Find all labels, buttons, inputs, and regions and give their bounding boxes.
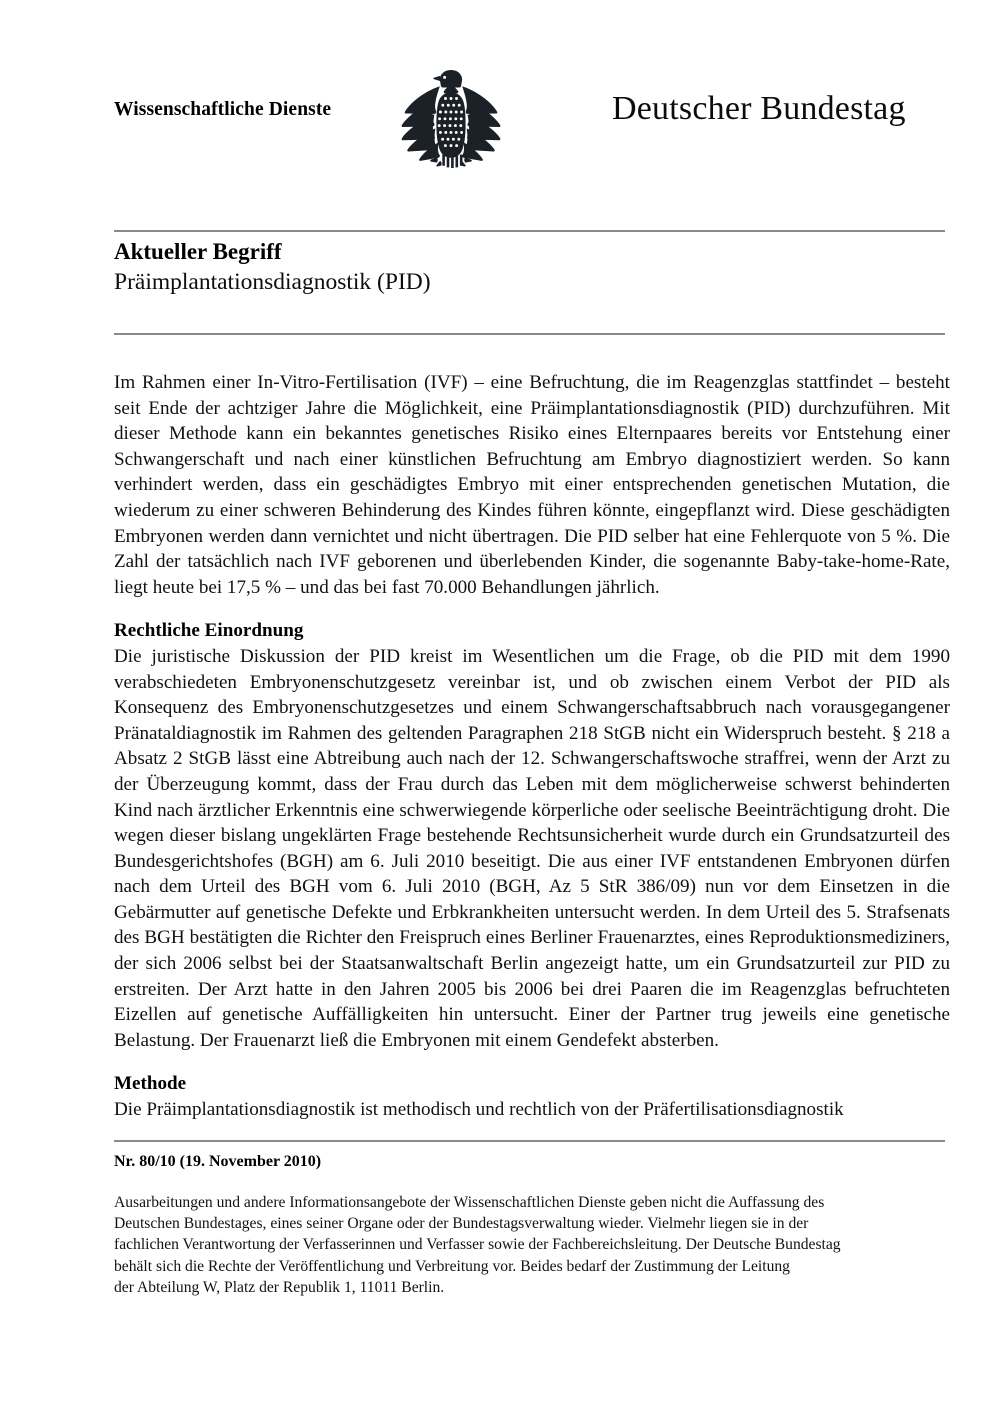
section-heading-methode: Methode — [114, 1073, 187, 1095]
divider-below-title — [114, 333, 945, 335]
page-title: Präimplantationsdiagnostik (PID) — [114, 269, 431, 295]
divider-above-footer — [114, 1140, 945, 1142]
wissenschaftliche-dienste-label: Wissenschaftliche Dienste — [114, 99, 332, 120]
disclaimer-line: Ausarbeitungen und andere Informationsangebote der Wissenschaftlichen Dienste geben nicht die Auffassung des — [114, 1194, 825, 1211]
title-block — [114, 238, 945, 297]
document-masthead — [0, 62, 1000, 172]
institution-title: Deutscher Bundestag — [612, 90, 906, 127]
divider-above-title — [114, 230, 945, 232]
section-paragraph-rechtliche-einordnung: Die juristische Diskussion der PID kreist im Wesentlichen um die Frage, ob die PID mit dem 1990 verabschiedeten Embryonenschutzgesetz vereinbar ist, und ob zwischen einem Verbot der PID als Konsequenz des Embryonenschutzgesetzes und einem Schwangerschaftsabbruch nach vorausgegangener Pränataldiagnostik im Rahmen des geltenden Paragraphen 218 StGB nicht ein Widerspruch besteht. § 218 a Absatz 2 StGB lässt eine Abtreibung auch nach der 12. Schwangerschaftswoche straffrei, wenn der Arzt zu der Überzeugung kommt, dass der Frau durch das Leben mit dem möglicherweise schwerst behinderten Kind nach ärztlicher Erkenntnis eine schwerwiegende körperliche oder seelische Beeinträchtigung droht. Die wegen dieser bislang ungeklärten Frage bestehende Rechtsunsicherheit wurde durch ein Grundsatzurteil des Bundesgerichtshofes (BGH) am 6. Juli 2010 beseitigt. Die aus einer IVF entstandenen Embryonen dürfen nach dem Urteil des BGH vom 6. Juli 2010 (BGH, Az 5 StR 386/09) nun vor dem Einsetzen in die Gebärmutter auf genetische Defekte und Erbkrankheiten untersucht werden. In dem Urteil des 5. Strafsenats des BGH bestätigten die Richter den Freispruch eines Berliner Frauenarztes, eines Reproduktionsmediziners, der sich 2006 selbst bei der Staatsanwaltschaft Berlin angezeigt hatte, um ein Grundsatzurteil zur PID zu erstreiten. Der Arzt hatte in den Jahren 2005 bis 2006 bei drei Paaren die im Reagenzglas befruchteten Eizellen auf genetische Auffälligkeiten hin untersucht. Einer der Partner trug jeweils eine genetische Belastung. Der Frauenarzt ließ die Embryonen mit einem Gendefekt absterben. — [114, 645, 950, 1051]
disclaimer-line: fachlichen Verantwortung der Verfasserinnen und Verfasser sowie der Fachbereichsleitung. Der Deutsche Bundestag — [114, 1236, 841, 1254]
disclaimer-block — [114, 1192, 914, 1298]
bundestag-eagle-icon — [392, 62, 510, 170]
intro-paragraph: Im Rahmen einer In-Vitro-Fertilisation (IVF) – eine Befruchtung, die im Reagenzglas stattfindet – besteht seit Ende der achtziger Jahre die Möglichkeit, eine Präimplantationsdiagnostik (PID) durchzuführen. Mit dieser Methode kann ein bekanntes genetisches Risiko eines Elternpaares bereits vor Entstehung einer Schwangerschaft und nach einer künstlichen Befruchtung am Embryo diagnostiziert werden. So kann verhindert werden, dass ein geschädigtes Embryo mit einer entsprechenden genetischen Mutation, die wiederum zu einer schweren Behinderung des Kindes führen könnte, eingepflanzt wird. Diese geschädigten Embryonen werden dann vernichtet und nicht übertragen. Die PID selber hat eine Fehlerquote von 5 %. Die Zahl der tatsächlich nach IVF geborenen und überlebenden Kinder, die sogenannte Baby-take-home-Rate, liegt heute bei 17,5 % – und das bei fast 70.000 Behandlungen jährlich. — [114, 372, 950, 598]
document-number: Nr. 80/10 (19. November 2010) — [114, 1153, 322, 1170]
disclaimer-line: der Abteilung W, Platz der Republik 1, 11011 Berlin. — [114, 1278, 445, 1296]
section-paragraph-methode: Die Präimplantationsdiagnostik ist methodisch und rechtlich von der Präfertilisationsdiagnostik — [114, 1099, 844, 1121]
section-heading-rechtliche-einordnung: Rechtliche Einordnung — [114, 620, 304, 642]
disclaimer-line: behält sich die Rechte der Veröffentlichung und Verbreitung vor. Beides bedarf der Zustimmung der Leitung — [114, 1257, 790, 1275]
series-title: Aktueller Begriff — [114, 239, 282, 264]
disclaimer-line: Deutschen Bundestages, eines seiner Organe oder der Bundestagsverwaltung wieder. Vielmehr liegen sie in der — [114, 1215, 809, 1233]
document-body — [114, 370, 950, 1123]
